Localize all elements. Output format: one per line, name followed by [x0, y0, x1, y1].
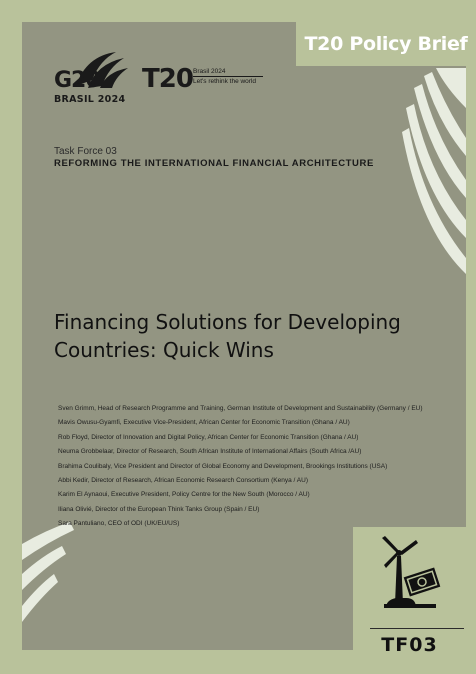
- author-item: Sven Grimm, Head of Research Programme and Training, German Institute of Development and Sustainability (Germany / EU): [58, 405, 423, 412]
- wind-turbine-and-money-icon: [376, 534, 446, 620]
- author-item: Iliana Olivié, Director of the European Think Tanks Group (Spain / EU): [58, 505, 260, 513]
- decorative-stripes-top: [376, 68, 466, 288]
- author-item: Sara Pantuliano, CEO of ODI (UK/EU/US): [58, 520, 180, 528]
- task-force-code: TF03: [381, 634, 438, 656]
- brief-title: Financing Solutions for Developing Countries: Quick Wins: [54, 310, 401, 362]
- author-item: Rob Floyd, Director of Innovation and Digital Policy, African Center for Economic Transition (Ghana / AU): [58, 433, 359, 441]
- g20-logo-subtitle: BRASIL 2024: [54, 94, 126, 105]
- badge-label: T20 Policy Brief: [304, 33, 468, 55]
- author-item: Abbi Kedir, Director of Research, African Economic Research Consortium (Kenya / AU): [58, 476, 308, 484]
- t20-logo-text: T20: [142, 64, 193, 94]
- author-list: [58, 402, 438, 532]
- decorative-stripes-bottom: [22, 522, 82, 650]
- logo-area: [54, 52, 294, 112]
- author-item: Brahima Coulibaly, Vice President and Director of Global Economy and Development, Brookings Institutions (USA): [58, 462, 388, 470]
- policy-brief-badge: [296, 22, 476, 66]
- author-item: Neuma Grobbelaar, Director of Research, South African Institute of International Affairs (South Africa /AU): [58, 448, 362, 456]
- g20-logo-text: G20: [54, 68, 100, 93]
- task-force-separator: [370, 628, 464, 629]
- t20-logo-line1: Brasil 2024: [193, 68, 226, 75]
- t20-logo-rule: [193, 76, 263, 77]
- task-force-label: Task Force 03: [54, 146, 117, 157]
- t20-logo-line2: Let's rethink the world: [193, 78, 257, 85]
- author-item: Karim El Aynaoui, Executive President, Policy Centre for the New South (Morocco / AU): [58, 491, 310, 499]
- task-force-title: REFORMING THE INTERNATIONAL FINANCIAL ARCHITECTURE: [54, 158, 374, 169]
- author-item: Mavis Owusu-Gyamfi, Executive Vice-President, African Center for Economic Transition (Ghana / AU): [58, 419, 350, 427]
